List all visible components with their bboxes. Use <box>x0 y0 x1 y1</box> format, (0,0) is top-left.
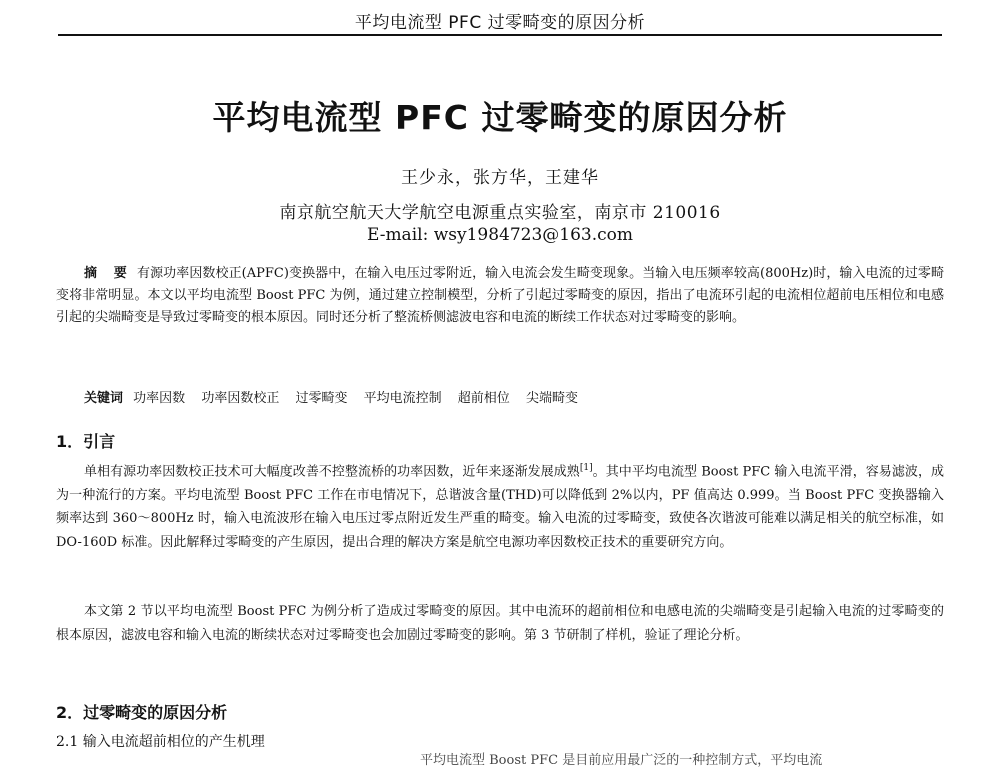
section-heading-introduction: 1．引言 <box>56 432 116 451</box>
abstract <box>56 263 944 329</box>
citation-ref: [1] <box>579 463 593 473</box>
abstract-text: 有源功率因数校正(APFC)变换器中，在输入电压过零附近，输入电流会发生畸变现象。当输入电压频率较高(800Hz)时，输入电流的过零畸变将非常明显。本文以平均电流型 Boost PFC 为例，通过建立控制模型，分析了引起过零畸变的原因，指出了电流环引起的电流相位超前电压相位和电感引起的尖端畸变是导致过零畸变的根本原因。同时还分析了整流桥侧滤波电容和电流的断续工作状态对过零畸变的影响。 <box>56 266 944 325</box>
paper-title: 平均电流型 PFC 过零畸变的原因分析 <box>212 98 788 137</box>
intro-paragraph-2: 本文第 2 节以平均电流型 Boost PFC 为例分析了造成过零畸变的原因。其中电流环的超前相位和电感电流的尖端畸变是引起输入电流的过零畸变的根本原因，滤波电容和输入电流的断续状态对过零畸变也会加剧过零畸变的影响。第 3 节研制了样机，验证了理论分析。 <box>56 604 944 643</box>
intro-p1-text-b: 。其中平均电流型 Boost PFC 输入电流平滑，容易滤波，成为一种流行的方案。平均电流型 Boost PFC 工作在市电情况下，总谐波含量(THD)可以降低到 2%以内，PF 值高达 0.999。当 Boost PFC 变换器输入频率达到 360～800Hz 时，输入电流波形在输入电压过零点附近发生严重的畸变。输入电流的过零畸变，致使各次谐波可能难以满足相关的航空标准，如 DO-160D 标准。因此解释过零畸变的产生原因，提出合理的解决方案是航空电源功率因数校正技术的重要研究方向。 <box>56 464 944 550</box>
intro-paragraph-1 <box>56 457 944 554</box>
header-rule <box>58 34 942 36</box>
keyword: 平均电流控制 <box>363 391 442 406</box>
affiliation: 南京航空航天大学航空电源重点实验室，南京市 210016 <box>279 203 721 223</box>
subsection-heading: 2.1 输入电流超前相位的产生机理 <box>56 734 265 750</box>
running-head: 平均电流型 PFC 过零畸变的原因分析 <box>354 13 646 33</box>
keyword: 功率因数 <box>133 391 186 406</box>
keyword: 过零畸变 <box>295 391 348 406</box>
author-email: E-mail: wsy1984723@163.com <box>366 225 634 245</box>
keywords-label: 关键词 <box>84 391 124 406</box>
section-heading-analysis: 2．过零畸变的原因分析 <box>56 703 228 722</box>
keywords <box>84 387 944 406</box>
keyword: 超前相位 <box>457 391 510 406</box>
clipped-text: 平均电流型 Boost PFC 是目前应用最广泛的一种控制方式，平均电流 <box>420 753 823 768</box>
author-list: 王少永，张方华，王建华 <box>401 168 599 188</box>
clipped-body-line <box>420 752 940 768</box>
abstract-label: 摘 要 <box>84 266 133 281</box>
intro-p1-text-a: 单相有源功率因数校正技术可大幅度改善不控整流桥的功率因数，近年来逐渐发展成熟 <box>84 464 580 480</box>
keyword: 尖端畸变 <box>525 391 578 406</box>
keyword: 功率因数校正 <box>201 391 280 406</box>
